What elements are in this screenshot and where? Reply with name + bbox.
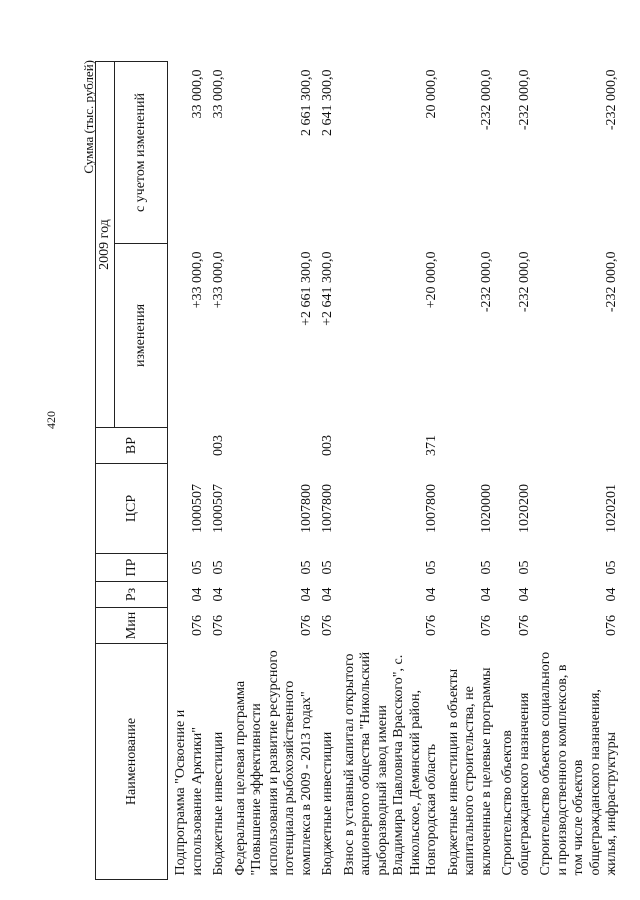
row-min: 076 — [189, 615, 205, 636]
row-rz: 04 — [298, 587, 314, 602]
row-name: Бюджетные инвестиции в объекты капитального строительства, не включенные в целевые программы — [445, 667, 494, 876]
row-vr: 003 — [320, 435, 335, 456]
header-with-changes: с учетом изменений — [115, 62, 168, 244]
row-pr: 05 — [478, 560, 494, 575]
row-pr: 05 — [516, 560, 532, 575]
table-row — [535, 62, 623, 880]
row-csr: 1000507 — [189, 484, 205, 533]
row-total: 2 661 300,0 — [298, 69, 314, 136]
table-row — [168, 62, 209, 880]
row-change: +2 661 300,0 — [298, 251, 314, 326]
row-change: -232 000,0 — [478, 251, 494, 313]
table-row — [443, 62, 498, 880]
row-csr: 1000507 — [211, 484, 226, 533]
rotated-table-page — [81, 60, 619, 880]
row-vr — [230, 428, 318, 464]
table-body — [168, 62, 623, 880]
header-min: Мин — [96, 608, 168, 644]
row-total: -232 000,0 — [478, 69, 494, 131]
row-pr: 05 — [298, 560, 314, 575]
row-rz: 04 — [604, 587, 619, 602]
row-min: 076 — [320, 615, 335, 636]
page-number: 420 — [44, 411, 58, 429]
row-total: 2 641 300,0 — [320, 69, 335, 136]
header-year: 2009 год — [96, 62, 115, 428]
row-rz: 04 — [478, 587, 494, 602]
row-csr: 1020201 — [604, 484, 619, 533]
row-vr — [168, 428, 209, 464]
row-change: +33 000,0 — [211, 251, 226, 309]
row-min: 076 — [211, 615, 226, 636]
row-rz: 04 — [516, 587, 532, 602]
units-label: Сумма (тыс. рублей) — [81, 60, 96, 174]
header-pr: ПР — [96, 554, 168, 582]
row-total: 20 000,0 — [424, 69, 439, 119]
row-name: Федеральная целевая программа "Повышение эффективности использования и развитие ресурсного потенциала рыбохозяйственного комплекса в 2009 - 2013 годах" — [232, 650, 314, 876]
row-vr: 003 — [211, 435, 226, 456]
row-min: 076 — [298, 615, 314, 636]
row-name: Строительство объектов социального и производственного комплексов, в том числе объектов общегражданского назначения, жилья, инфраструктуры — [538, 651, 619, 876]
row-rz: 04 — [211, 587, 226, 602]
row-name: Взнос в уставный капитал открытого акционерного общества "Никольский рыборазводный завод имени Владимира Павловича Врасского", с. Никольское, Демянский район, Новгородская область — [341, 651, 439, 876]
table-row — [339, 62, 443, 880]
row-name: Подпрограмма "Освоение и использование Арктики" — [173, 709, 205, 876]
header-name: Наименование — [96, 644, 168, 880]
row-change: -232 000,0 — [604, 251, 619, 313]
row-pr: 05 — [424, 560, 439, 575]
table-row — [317, 62, 339, 880]
row-change: +33 000,0 — [189, 251, 205, 309]
header-csr: ЦСР — [96, 464, 168, 554]
row-pr: 05 — [320, 560, 335, 575]
header-rz: Рз — [96, 582, 168, 608]
row-vr: 371 — [424, 435, 439, 456]
row-vr — [443, 428, 498, 464]
row-total: -232 000,0 — [516, 69, 532, 131]
budget-table — [95, 61, 623, 880]
row-csr: 1020200 — [516, 484, 532, 533]
row-change: -232 000,0 — [516, 251, 532, 313]
row-rz: 04 — [424, 587, 439, 602]
row-total: -232 000,0 — [604, 69, 619, 131]
row-min: 076 — [604, 615, 619, 636]
row-csr: 1007800 — [298, 484, 314, 533]
row-name: Строительство объектов общегражданского назначения — [500, 692, 532, 876]
header-row — [96, 62, 115, 880]
row-pr: 05 — [211, 560, 226, 575]
row-total: 33 000,0 — [211, 69, 226, 119]
row-total: 33 000,0 — [189, 69, 205, 119]
row-rz: 04 — [189, 587, 205, 602]
row-change: +20 000,0 — [424, 251, 439, 309]
header-vr: ВР — [96, 428, 168, 464]
table-row — [208, 62, 230, 880]
row-name: Бюджетные инвестиции — [211, 731, 226, 876]
row-min: 076 — [478, 615, 494, 636]
row-change: +2 641 300,0 — [320, 251, 335, 326]
row-pr: 05 — [604, 560, 619, 575]
row-vr — [497, 428, 535, 464]
table-row — [497, 62, 535, 880]
table-row — [230, 62, 318, 880]
row-csr: 1007800 — [320, 484, 335, 533]
row-min: 076 — [424, 615, 439, 636]
row-name: Бюджетные инвестиции — [320, 731, 335, 876]
row-rz: 04 — [320, 587, 335, 602]
row-pr: 05 — [189, 560, 205, 575]
row-csr: 1007800 — [424, 484, 439, 533]
header-changes: изменения — [115, 244, 168, 428]
row-vr — [535, 428, 623, 464]
row-csr: 1020000 — [478, 484, 494, 533]
row-min: 076 — [516, 615, 532, 636]
